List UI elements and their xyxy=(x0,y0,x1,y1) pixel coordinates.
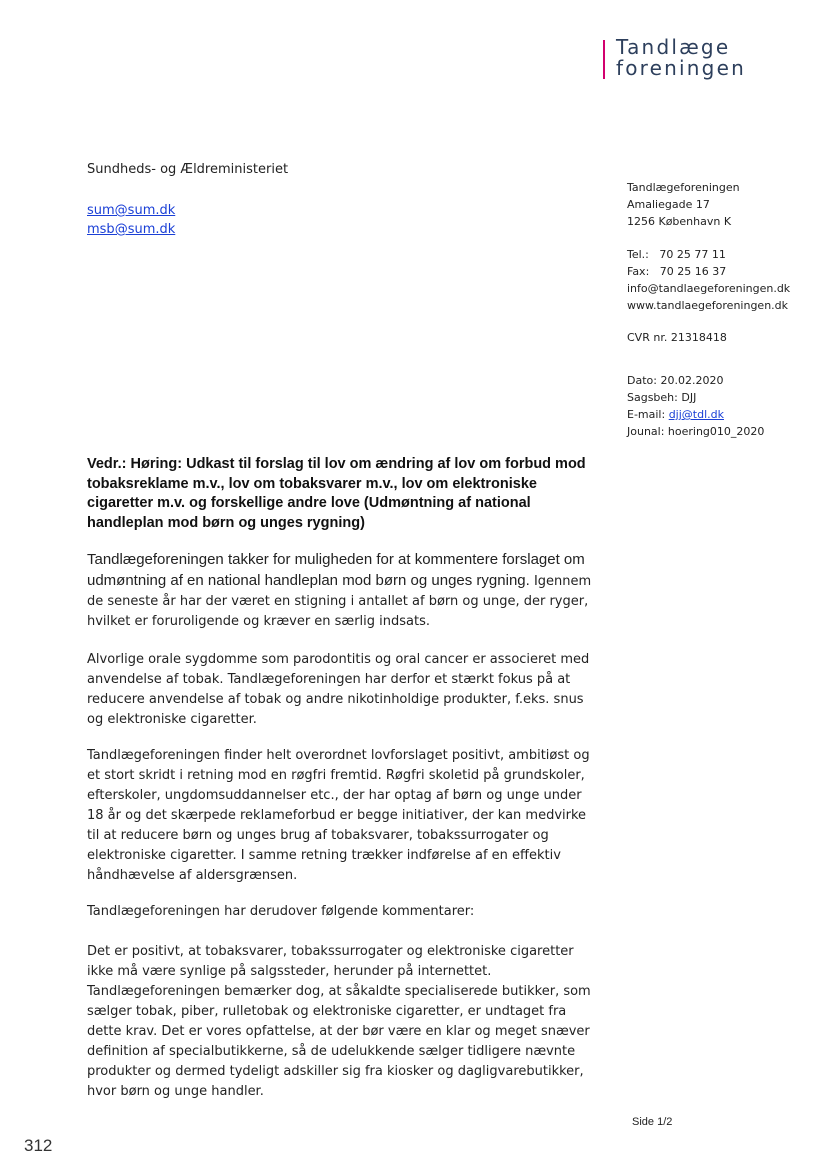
letter-subject: Vedr.: Høring: Udkast til forslag til lov om ændring af lov om forbud mod tobaksreklame m.v., lov om tobaksvarer m.v., lov om elektroniske cigaretter m.v. og forskellige andre love (Udmøntning af national handleplan mod børn og unges rygning) xyxy=(87,456,586,531)
sender-contact xyxy=(627,246,790,314)
recipient-email-link[interactable]: sum@sum.dk xyxy=(87,203,176,218)
meta-journal: Jounal: hoering010_2020 xyxy=(627,425,765,438)
recipient-email-link[interactable]: msb@sum.dk xyxy=(87,222,176,237)
sender-street: Amaliegade 17 xyxy=(627,198,710,211)
meta-date: Dato: 20.02.2020 xyxy=(627,374,724,387)
meta-caseworker: Sagsbeh: DJJ xyxy=(627,391,697,404)
meta-email-link[interactable]: djj@tdl.dk xyxy=(668,408,724,421)
recipient-name: Sundheds- og Ældreministeriet xyxy=(87,162,289,177)
organization-logo xyxy=(616,37,746,79)
sender-fax: Fax: 70 25 16 37 xyxy=(627,265,727,278)
paragraph-1-lead: Tandlægeforeningen takker for muligheden for at kommentere forslaget om udmøntning af en national handleplan mod børn og unges rygning. xyxy=(87,551,585,589)
recipient-emails xyxy=(87,201,175,239)
paragraph-3: Tandlægeforeningen finder helt overordnet lovforslaget positivt, ambitiøst og et stort skridt i retning mod en røgfri fremtid. Røgfri skoletid på grundskoler, efterskoler, ungdomsuddannelser etc., der har optag af børn og unge under 18 år og det skærpede reklameforbud er begge initiativer, der kan medvirke til at reducere børn og unges brug af tobaksvarer, tobakssurrogater og elektroniske cigaretter. I samme retning trækker indførelse af en effektiv håndhævelse af aldersgrænsen. xyxy=(87,748,590,883)
sender-email: info@tandlaegeforeningen.dk xyxy=(627,282,791,295)
sender-web: www.tandlaegeforeningen.dk xyxy=(627,299,789,312)
paragraph-1 xyxy=(87,550,597,632)
paragraph-4: Tandlægeforeningen har derudover følgende kommentarer: xyxy=(87,904,475,919)
paragraph-2: Alvorlige orale sygdomme som parodontitis og oral cancer er associeret med anvendelse af tobak. Tandlægeforeningen har derfor et stærkt fokus på at reducere anvendelse af tobak og andre nikotinholdige produkter, f.eks. snus og elektroniske cigaretter. xyxy=(87,652,590,727)
logo-line-1: Tandlæge xyxy=(616,35,731,59)
logo-line-2: foreningen xyxy=(616,56,746,80)
sender-address xyxy=(627,179,740,230)
sender-cvr: CVR nr. 21318418 xyxy=(627,331,727,344)
sender-city: 1256 København K xyxy=(627,215,732,228)
logo-accent-bar xyxy=(603,40,605,79)
page-indicator: Side 1/2 xyxy=(632,1116,673,1128)
sender-tel: Tel.: 70 25 77 11 xyxy=(627,248,726,261)
paragraph-1-rest: Igennem de seneste år har der været en stigning i antallet af børn og unge, der ryger, hvilket er foruroligende og kræver en særlig indsats. xyxy=(87,574,592,629)
paragraph-5: Det er positivt, at tobaksvarer, tobakssurrogater og elektroniske cigaretter ikke må være synlige på salgssteder, herunder på internettet. Tandlægeforeningen bemærker dog, at såkaldte specialiserede butikker, som sælger tobak, piber, rulletobak og elektroniske cigaretter, er undtaget fra dette krav. Det er vores opfattelse, at der bør være en klar og meget snæver definition af specialbutikkerne, så de udelukkende sælger tidligere nævnte produkter og dermed tydeligt adskiller sig fra kiosker og dagligvarebutikker, hvor børn og unge handler. xyxy=(87,944,591,1099)
sender-name: Tandlægeforeningen xyxy=(627,181,740,194)
letter-meta xyxy=(627,372,764,440)
meta-email-label: E-mail: xyxy=(627,408,669,421)
meta-email xyxy=(627,406,764,423)
document-page-number: 312 xyxy=(24,1136,53,1155)
